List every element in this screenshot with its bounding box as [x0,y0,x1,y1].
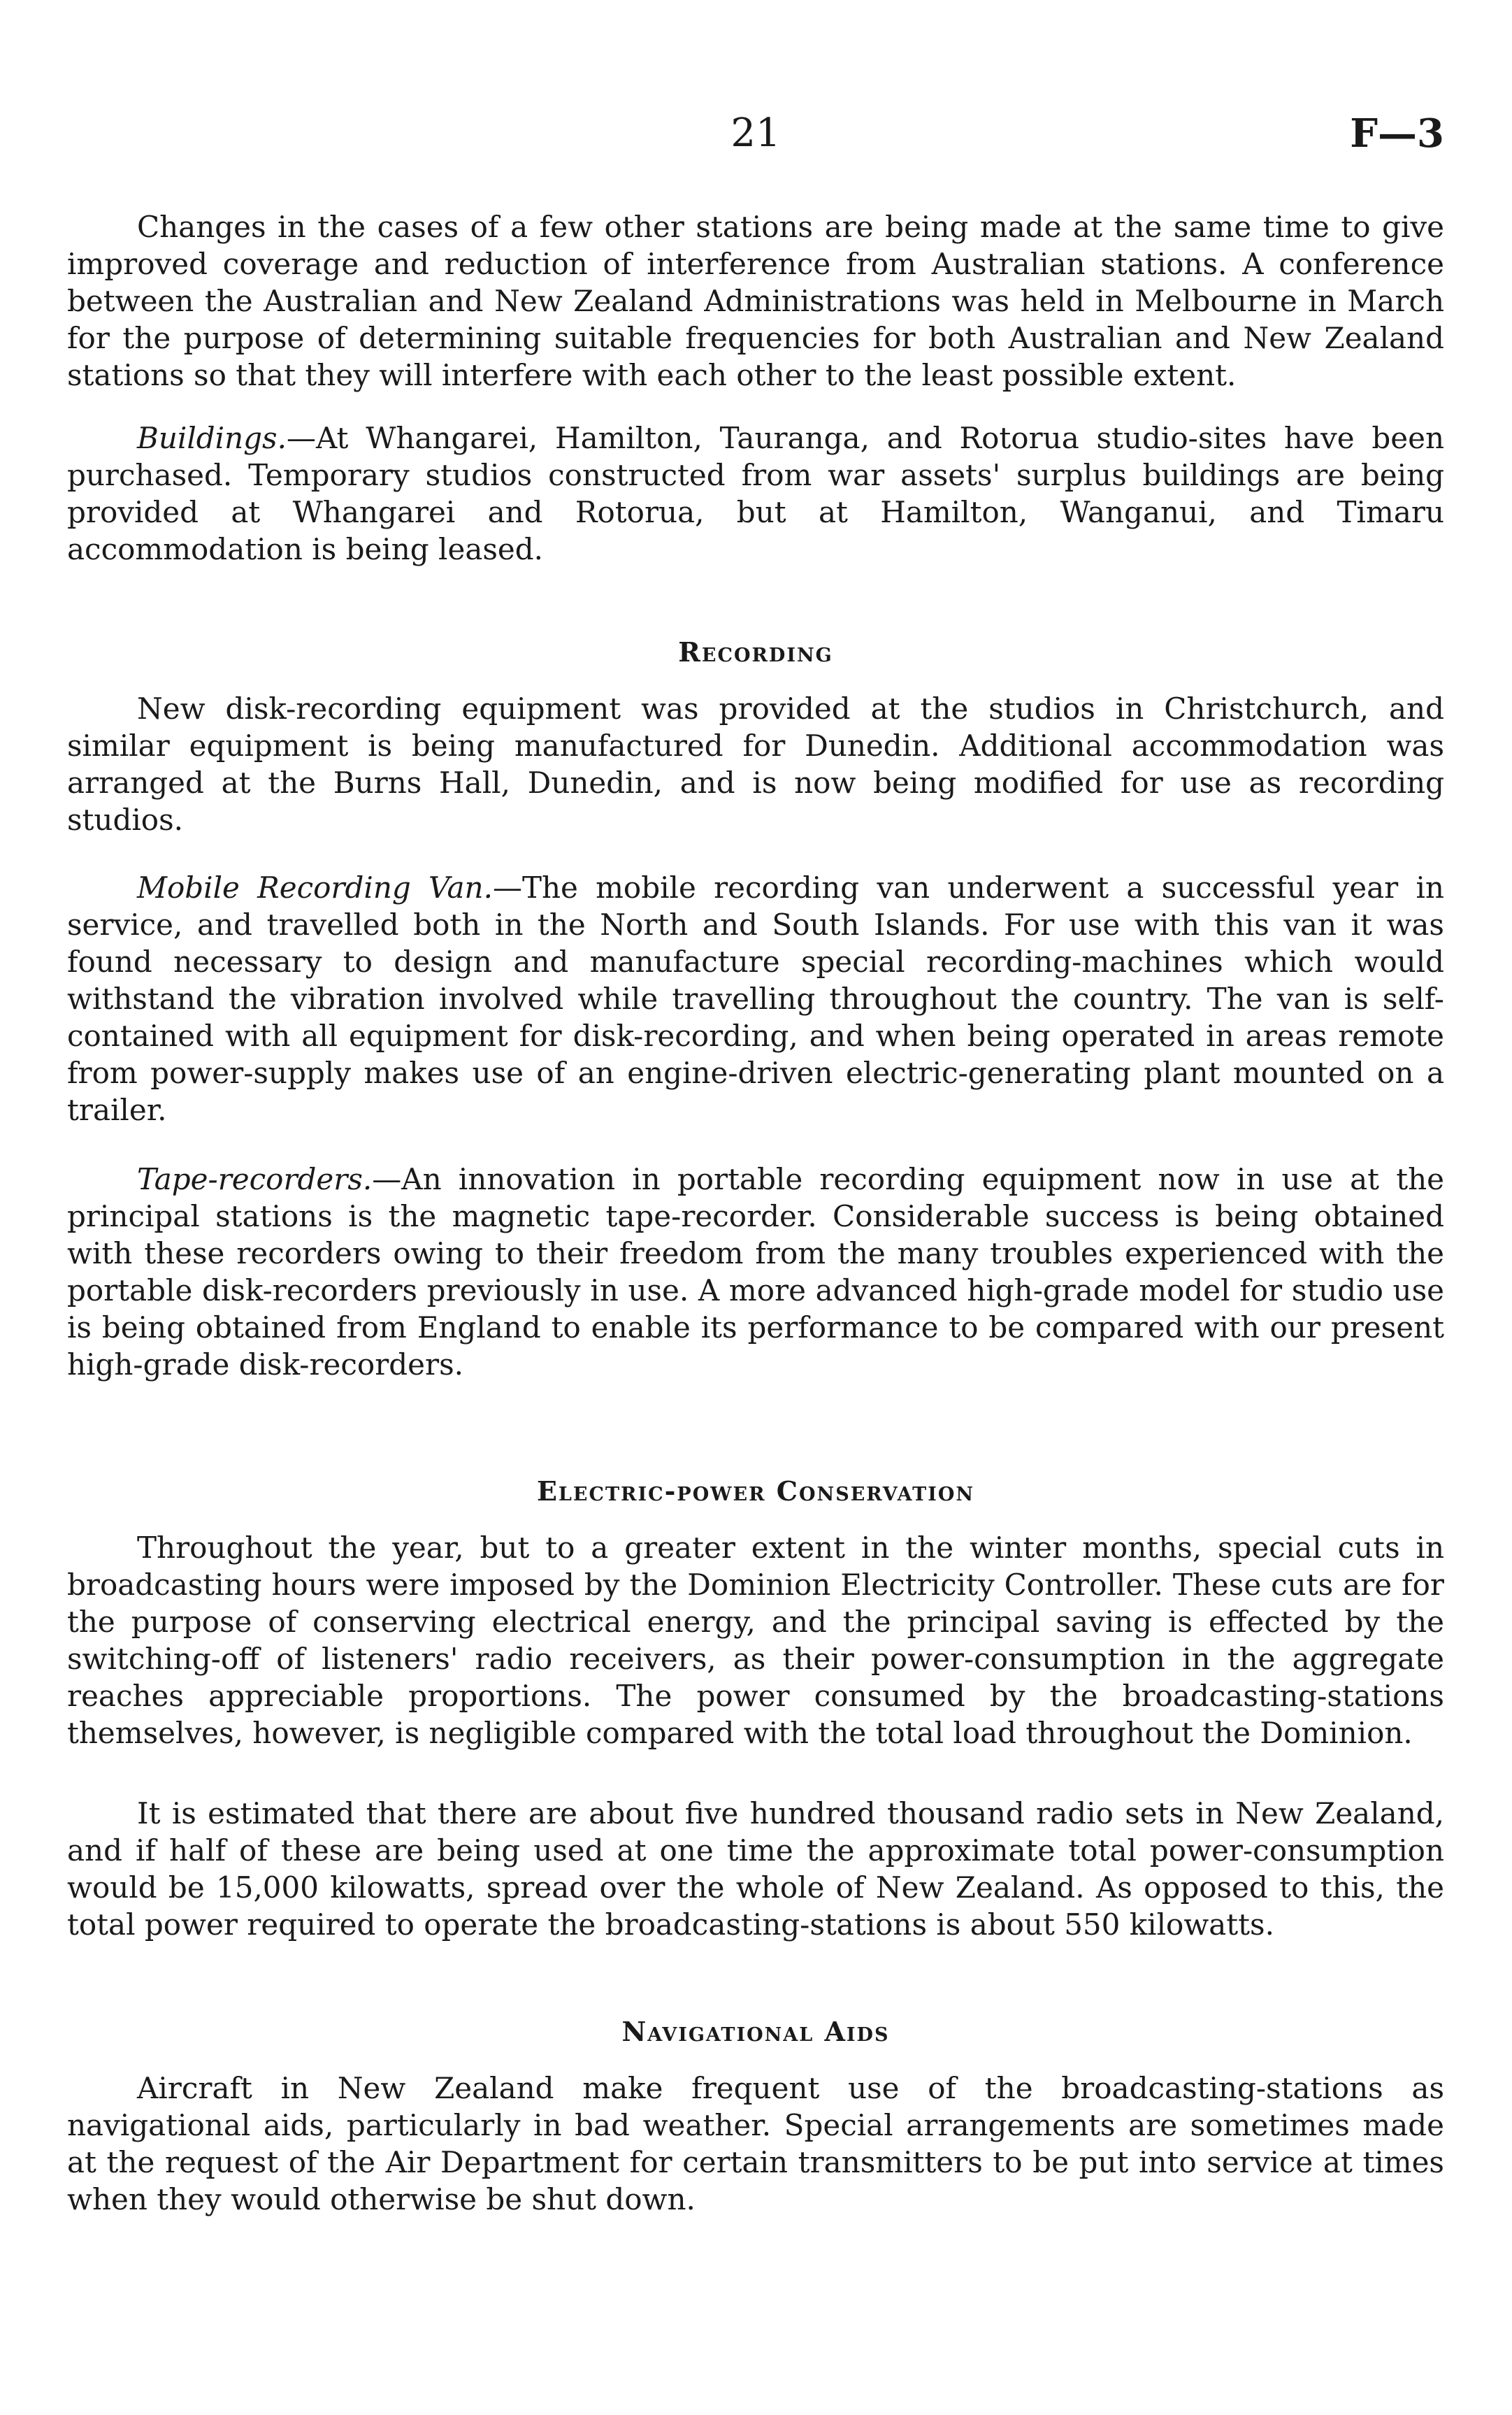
paragraph-tape-recorders-text: —An innovation in portable recording equipment now in use at the principal stations is the magnetic tape-recorder. Considerable success is being obtained with these recorders owing to their freedom from the many troubles experienced with the portable disk-recorders previously in use. A more advanced high-grade model for studio use is being obtained from England to enable its performance to be compared with our present high-grade disk-recorders. [67,1162,1444,1382]
paragraph-buildings-text: —At Whangarei, Hamilton, Tauranga, and Rotorua studio-sites have been purchased. Temporary studios constructed from war assets' surplus buildings are being provided at Whangarei and Rotorua, but at Hamilton, Wanganui, and Timaru accommodation is being leased. [67,421,1444,566]
heading-conservation: Electric-power Conservation [536,1475,975,1507]
paragraph-tape-recorders-lead: Tape-recorders. [137,1162,373,1196]
paragraph-conservation-1-text: Throughout the year, but to a greater extent in the winter months, special cuts in broadcasting hours were imposed by the Dominion Electricity Controller. These cuts are for the purpose of conserving electrical energy, and the principal saving is effected by the switching-off of listeners' radio receivers, as their power-consumption in the aggregate reaches appreciable proportions. The power consumed by the broadcasting-stations themselves, however, is negligible compared with the total load throughout the Dominion. [67,1531,1444,1750]
paragraph-buildings [67,420,1444,568]
paragraph-mobile-van [67,869,1444,1128]
paragraph-mobile-van-text: —The mobile recording van underwent a successful year in service, and travelled both in the North and South Islands. For use with this van it was found necessary to design and manufacture special recording-machines which would withstand the vibration involved while travelling throughout the country. The van is self-contained with all equipment for disk-recording, and when being operated in areas remote from power-supply makes use of an engine-driven electric-generating plant mounted on a trailer. [67,870,1444,1127]
paragraph-recording [67,690,1444,838]
paragraph-navigational [67,2070,1444,2218]
paragraph-conservation-2 [67,1795,1444,1943]
heading-recording: Recording [678,636,833,668]
paragraph-recording-text: New disk-recording equipment was provided at the studios in Christchurch, and similar equipment is being manufactured for Dunedin. Additional accommodation was arranged at the Burns Hall, Dunedin, and is now being modified for use as recording studios. [67,691,1444,837]
paragraph-conservation-1 [67,1529,1444,1751]
page-number: 21 [730,110,781,156]
heading-navigational: Navigational Aids [621,2016,890,2047]
paragraph-tape-recorders [67,1161,1444,1383]
paragraph-intro [67,208,1444,394]
paragraph-intro-text: Changes in the cases of a few other stations are being made at the same time to give improved coverage and reduction of interference from Australian stations. A conference between the Australian and New Zealand Administrations was held in Melbourne in March for the purpose of determining suitable frequencies for both Australian and New Zealand stations so that they will interfere with each other to the least possible extent. [67,210,1444,392]
paragraph-navigational-text: Aircraft in New Zealand make frequent use of the broadcasting-stations as navigational aids, particularly in bad weather. Special arrangements are sometimes made at the request of the Air Department for certain transmitters to be put into service at times when they would otherwise be shut down. [67,2071,1444,2216]
document-page [67,0,1444,2415]
paragraph-conservation-2-text: It is estimated that there are about five hundred thousand radio sets in New Zealand, and if half of these are being used at one time the approximate total power-consumption would be 15,000 kilowatts, spread over the whole of New Zealand. As opposed to this, the total power required to operate the broadcasting-stations is about 550 kilowatts. [67,1796,1444,1942]
page-header [67,110,1444,166]
paragraph-buildings-lead: Buildings. [137,421,287,455]
page-code: F—3 [1350,110,1444,157]
paragraph-mobile-van-lead: Mobile Recording Van. [137,870,493,905]
